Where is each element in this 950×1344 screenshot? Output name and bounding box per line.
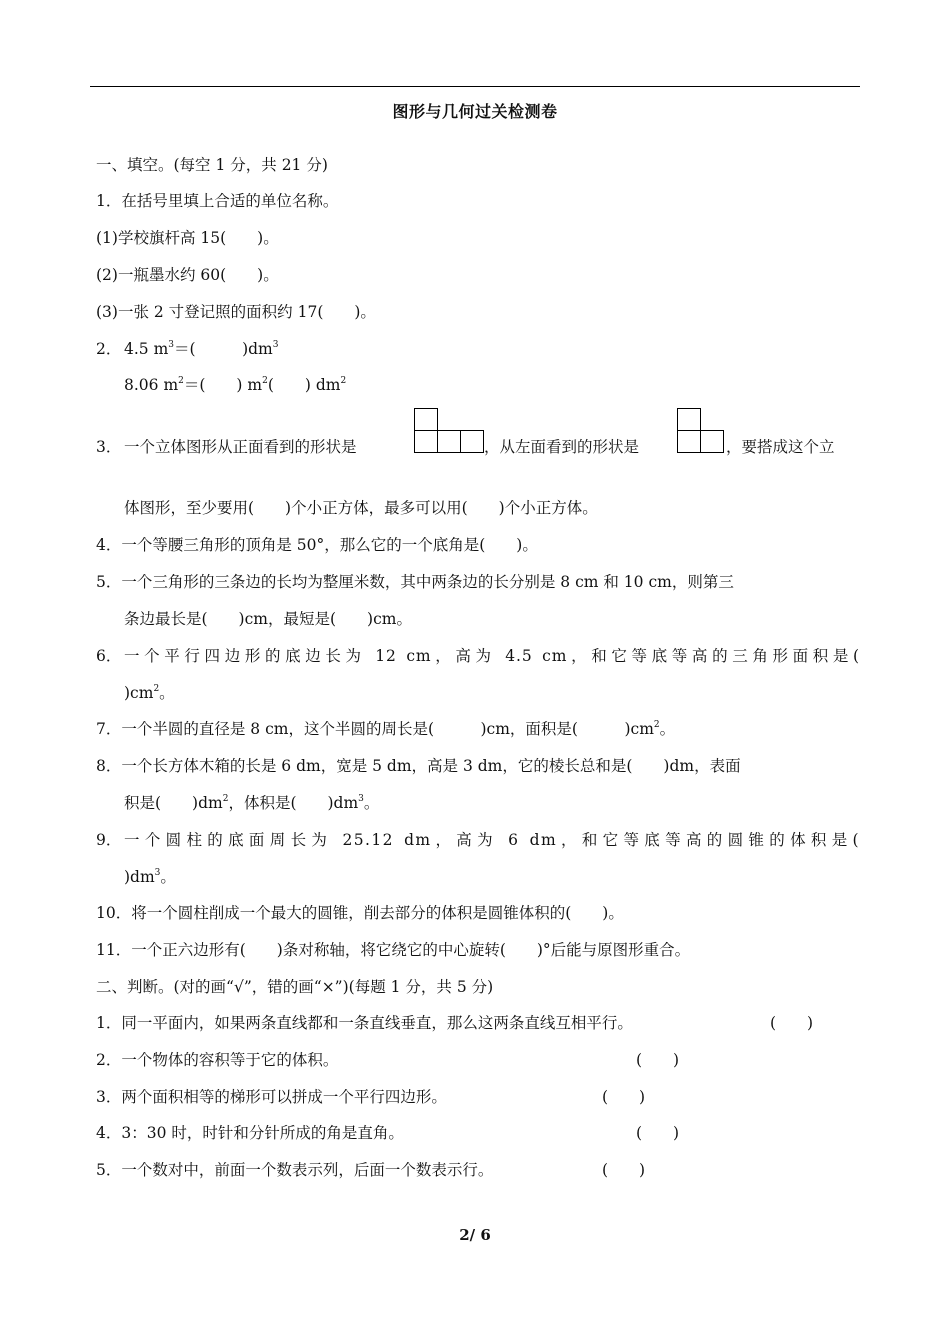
q2-line-a: 4.5 $m^3=$( )$dm^3$ [124, 340, 279, 358]
q8-line1: 8．一个长方体木箱的长是 6 dm，宽是 5 dm，高是 3 dm，它的棱长总和是( )dm，表面 [96, 757, 741, 775]
q6-number: 6． [96, 647, 122, 665]
q7-text: 7．一个半圆的直径是 8 cm，这个半圆的周长是( )cm，面积是( )$cm^2$。 [96, 720, 676, 738]
q3-number: 3． [96, 438, 122, 456]
judge-item-3 [96, 1086, 447, 1108]
q9-line1: 一个圆柱的底面周长为 25.12 dm，高为 6 dm，和它等底等高的圆锥的体积是( [124, 831, 860, 849]
q1-text: 1．在括号里填上合适的单位名称。 [96, 192, 339, 210]
q3-text-part2: ，从左面看到的形状是 [484, 438, 640, 456]
q6-line1: 一个平行四边形的底边长为 12 cm，高为 4.5 cm，和它等底等高的三角形面积是( [124, 647, 860, 665]
q1-a: (1)学校旗杆高 15( )。 [96, 229, 279, 247]
judge-item-text: 4．3：30 时，时针和分针所成的角是直角。 [96, 1124, 404, 1142]
judge-item-1 [96, 1012, 633, 1034]
q1-c: (3)一张 2 寸登记照的面积约 17( )。 [96, 303, 376, 321]
page-title: 图形与几何过关检测卷 [392, 102, 558, 121]
q2-number: 2． [96, 340, 122, 358]
q2-line-b: 8.06 $m^2=$( ) $m^2$( ) $dm^2$ [124, 376, 347, 394]
q6-line2: )$cm^2$。 [124, 684, 175, 702]
q3-text-part3: ，要搭成这个立 [726, 438, 835, 456]
q5-line1: 5．一个三角形的三条边的长均为整厘米数，其中两条边的长分别是 8 cm 和 10 cm，则第三 [96, 573, 734, 591]
judge-answer-paren[interactable]: ( ) [636, 1051, 680, 1069]
q11-text: 11．一个正六边形有( )条对称轴，将它绕它的中心旋转( )°后能与原图形重合。 [96, 941, 691, 959]
judge-item-text: 3．两个面积相等的梯形可以拼成一个平行四边形。 [96, 1088, 447, 1106]
section2-heading: 二、判断。(对的画“√”，错的画“×”)(每题 1 分，共 5 分) [96, 978, 494, 996]
judge-answer-paren[interactable]: ( ) [602, 1161, 646, 1179]
judge-item-text: 1．同一平面内，如果两条直线都和一条直线垂直，那么这两条直线互相平行。 [96, 1014, 633, 1032]
page-number: 2/ 6 [459, 1226, 491, 1244]
judge-answer-paren[interactable]: ( ) [636, 1124, 680, 1142]
judge-item-text: 5．一个数对中，前面一个数表示列，后面一个数表示行。 [96, 1161, 494, 1179]
q3-text-part1: 一个立体图形从正面看到的形状是 [124, 438, 357, 456]
q4-text: 4．一个等腰三角形的顶角是 50°，那么它的一个底角是( )。 [96, 536, 538, 554]
section1-heading: 一、填空。(每空 1 分，共 21 分) [96, 156, 328, 174]
q3-line2: 体图形，至少要用( )个小正方体，最多可以用( )个小正方体。 [124, 499, 598, 517]
q9-number: 9． [96, 831, 122, 849]
q1-b: (2)一瓶墨水约 60( )。 [96, 266, 279, 284]
q8-line2: 积是( )$dm^2$，体积是( )$dm^3$。 [124, 794, 380, 812]
judge-item-4 [96, 1122, 404, 1144]
q9-line2: )$dm^3$。 [124, 868, 176, 886]
q10-text: 10．将一个圆柱削成一个最大的圆锥，削去部分的体积是圆锥体积的( )。 [96, 904, 624, 922]
q5-line2: 条边最长是( )cm，最短是( )cm。 [124, 610, 412, 628]
judge-answer-paren[interactable]: ( ) [770, 1014, 814, 1032]
header-rule [90, 86, 860, 87]
judge-item-5 [96, 1159, 493, 1181]
judge-item-2 [96, 1049, 338, 1071]
judge-item-text: 2．一个物体的容积等于它的体积。 [96, 1051, 339, 1069]
judge-answer-paren[interactable]: ( ) [602, 1088, 646, 1106]
